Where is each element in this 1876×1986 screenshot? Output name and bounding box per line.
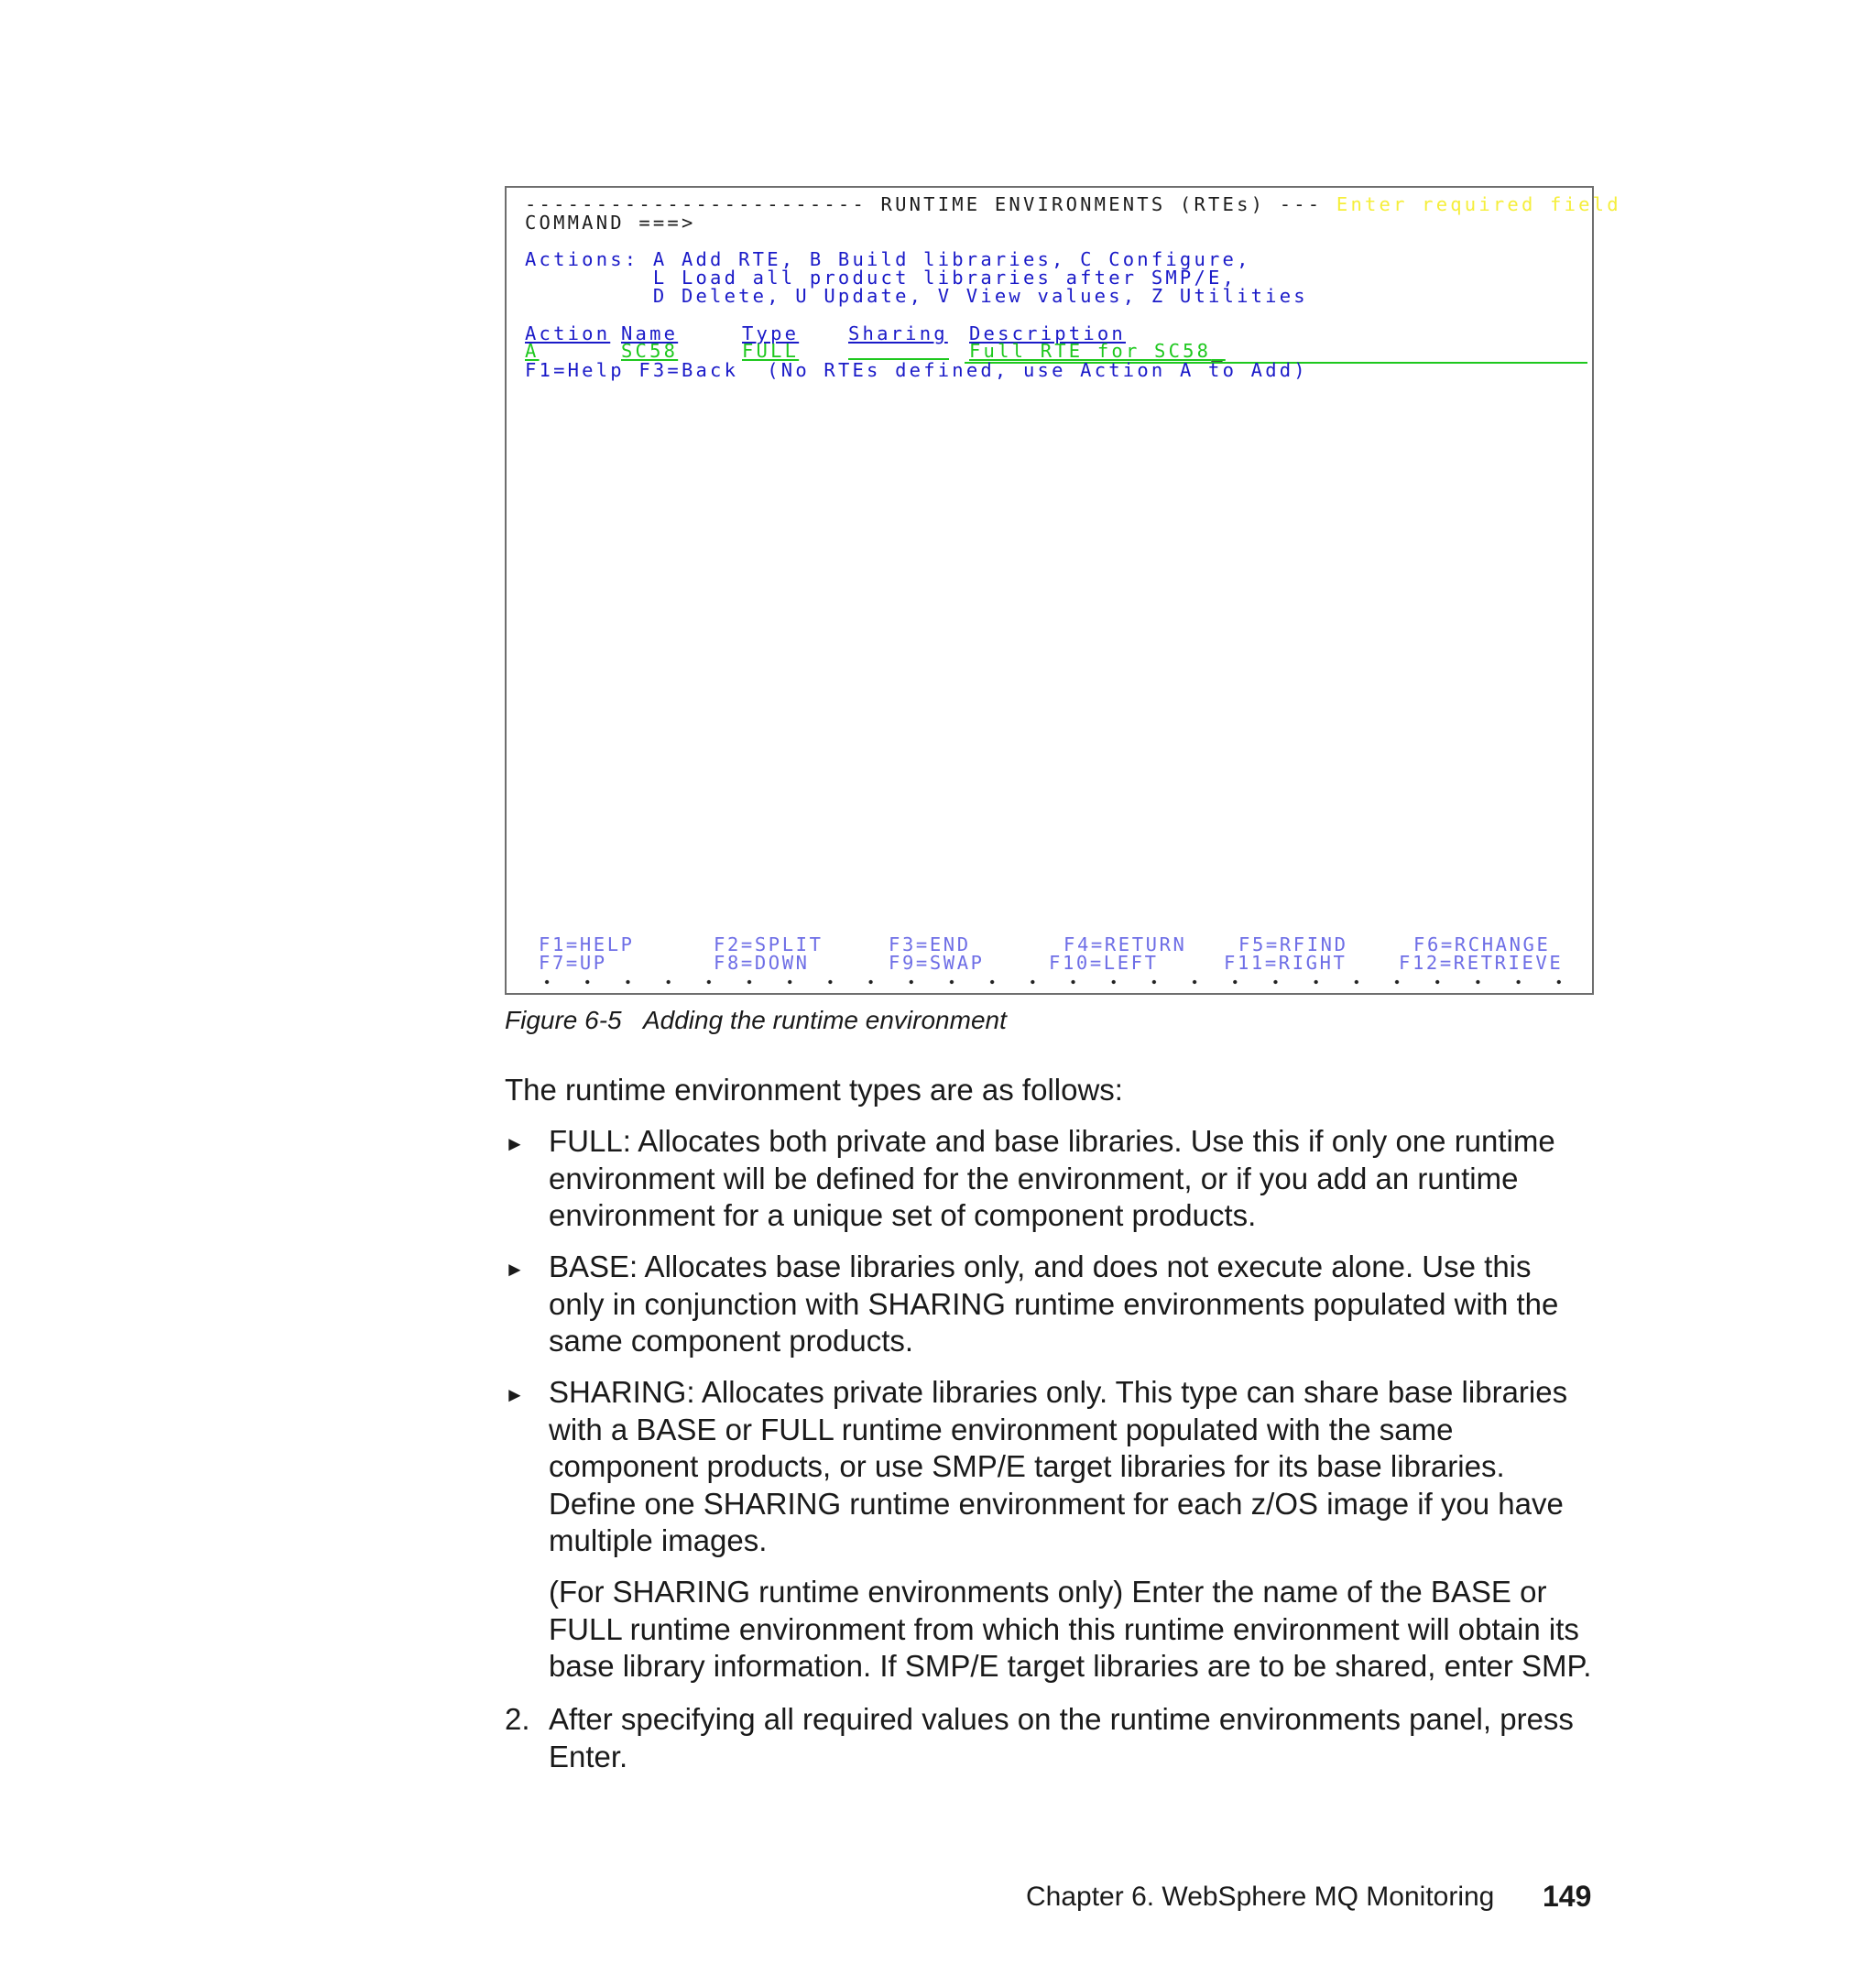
name-input-field[interactable]: SC58 xyxy=(621,340,679,362)
description-input-field[interactable]: Full RTE for SC58_ xyxy=(969,340,1226,362)
actions-line-2: L Load all product libraries after SMP/E, xyxy=(525,267,1238,289)
bullet-base xyxy=(549,1249,1611,1360)
column-header-sharing: Sharing xyxy=(848,322,948,344)
fkey-f11-right[interactable]: F11=RIGHT xyxy=(1224,952,1347,974)
bullet-full-line-2: environment will be defined for the environment, or if you add an runtime xyxy=(549,1161,1519,1195)
bullet-sharing-line-4: Define one SHARING runtime environment for each z/OS image if you have xyxy=(549,1486,1564,1521)
fkey-f9-swap[interactable]: F9=SWAP xyxy=(889,952,985,974)
bullet-marker-icon: ► xyxy=(505,1132,525,1155)
command-line[interactable]: COMMAND ===> xyxy=(525,212,696,234)
intro-paragraph: The runtime environment types are as follows: xyxy=(505,1073,1123,1107)
fkey-f2-split[interactable]: F2=SPLIT xyxy=(714,933,823,955)
action-input-field[interactable]: A xyxy=(525,340,540,362)
bullet-base-line-1: BASE: Allocates base libraries only, and does not execute alone. Use this xyxy=(549,1249,1532,1283)
bullet-marker-icon: ► xyxy=(505,1383,525,1406)
actions-line-1: Actions: A Add RTE, B Build libraries, C Configure, xyxy=(525,248,1251,270)
step-text xyxy=(549,1701,1611,1775)
step-number: 2. xyxy=(505,1702,530,1736)
dotted-border xyxy=(527,977,1580,987)
figure-caption xyxy=(505,1006,1007,1035)
bullet-marker-icon: ► xyxy=(505,1258,525,1281)
bullet-full-line-3: environment for a unique set of component products. xyxy=(549,1198,1257,1232)
fkey-f12-retrieve[interactable]: F12=RETRIEVE xyxy=(1399,952,1564,974)
fkey-f3-end[interactable]: F3=END xyxy=(889,933,971,955)
status-keys: F1=Help F3=Back xyxy=(525,359,739,381)
step-text-line-1: After specifying all required values on the runtime environments panel, press xyxy=(549,1702,1574,1736)
bullet-full xyxy=(549,1123,1611,1235)
footer-chapter: Chapter 6. WebSphere MQ Monitoring xyxy=(1026,1882,1495,1912)
status-message: (No RTEs defined, use Action A to Add) xyxy=(767,359,1308,381)
figure-title: Adding the runtime environment xyxy=(642,1006,1007,1034)
sharing-note-line-3: base library information. If SMP/E target libraries are to be shared, enter SMP. xyxy=(549,1649,1592,1683)
column-header-name: Name xyxy=(621,322,679,344)
fkey-f10-left[interactable]: F10=LEFT xyxy=(1049,952,1159,974)
sharing-input-field[interactable] xyxy=(848,342,949,360)
bullet-sharing xyxy=(549,1374,1611,1560)
bullet-sharing-line-2: with a BASE or FULL runtime environment populated with the same xyxy=(549,1412,1454,1446)
status-message-required: Enter required field xyxy=(1336,193,1621,215)
fkey-f6-rchange[interactable]: F6=RCHANGE xyxy=(1413,933,1551,955)
type-input-field[interactable]: FULL xyxy=(742,340,800,362)
bullet-base-line-2: only in conjunction with SHARING runtime environments populated with the xyxy=(549,1286,1559,1321)
panel-title: ------------------------ RUNTIME ENVIRONMENTS (RTEs) --- xyxy=(525,193,1323,215)
page-number: 149 xyxy=(1543,1880,1592,1913)
function-keys-row-1 xyxy=(507,935,1596,954)
bullet-base-line-3: same component products. xyxy=(549,1324,914,1358)
column-header-description: Description xyxy=(969,322,1126,344)
fkey-f5-rfind[interactable]: F5=RFIND xyxy=(1238,933,1348,955)
fkey-f4-return[interactable]: F4=RETURN xyxy=(1063,933,1187,955)
function-keys-row-2 xyxy=(507,954,1596,972)
actions-line-3: D Delete, U Update, V View values, Z Utilities xyxy=(525,285,1308,307)
column-header-action: Action xyxy=(525,322,611,344)
bullet-sharing-line-1: SHARING: Allocates private libraries only. This type can share base libraries xyxy=(549,1375,1568,1409)
sharing-note-line-1: (For SHARING runtime environments only) Enter the name of the BASE or xyxy=(549,1575,1547,1609)
fkey-f7-up[interactable]: F7=UP xyxy=(539,952,607,974)
panel-title-line xyxy=(525,195,1621,213)
status-line xyxy=(525,361,1308,379)
sharing-note xyxy=(549,1574,1611,1686)
bullet-sharing-line-5: multiple images. xyxy=(549,1523,768,1557)
sharing-note-line-2: FULL runtime environment from which this runtime environment will obtain its xyxy=(549,1611,1579,1646)
terminal-screen xyxy=(505,186,1621,995)
bullet-full-line-1: FULL: Allocates both private and base libraries. Use this if only one runtime xyxy=(549,1124,1555,1158)
column-header-type: Type xyxy=(742,322,800,344)
fkey-f1-help[interactable]: F1=HELP xyxy=(539,933,635,955)
figure-label: Figure 6-5 xyxy=(505,1006,622,1034)
step-text-line-2: Enter. xyxy=(549,1739,628,1773)
bullet-sharing-line-3: component products, or use SMP/E target libraries for its base libraries. xyxy=(549,1449,1505,1483)
fkey-f8-down[interactable]: F8=DOWN xyxy=(714,952,810,974)
